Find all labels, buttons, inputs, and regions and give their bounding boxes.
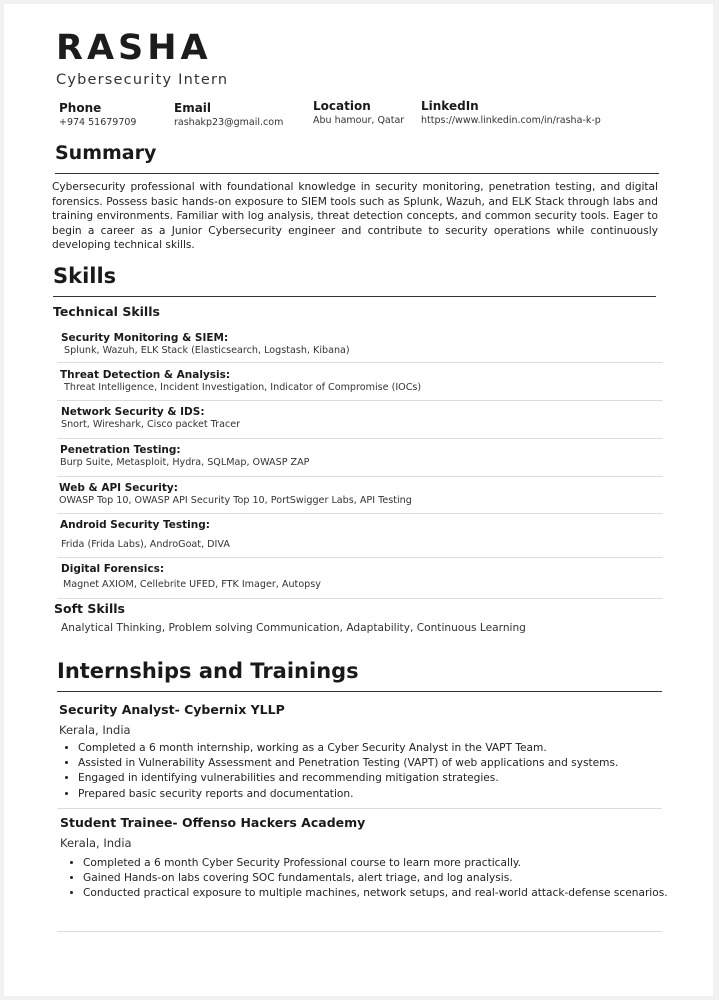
- technical-skills-heading: Technical Skills: [53, 304, 160, 319]
- internships-divider: [57, 691, 662, 692]
- job-divider: [57, 808, 662, 809]
- skill-name: Web & API Security:: [59, 482, 178, 494]
- job-bullet: • Completed a 6 month Cyber Security Professional course to learn more practically.: [83, 856, 687, 871]
- job-location: Kerala, India: [59, 723, 131, 737]
- contact-label: Email: [174, 101, 212, 115]
- skill-row: [57, 330, 663, 363]
- skill-name: Android Security Testing:: [60, 519, 210, 531]
- summary-heading: Summary: [55, 142, 157, 164]
- skill-row: [57, 439, 663, 477]
- skill-row: [57, 558, 663, 599]
- summary-text: Cybersecurity professional with foundational knowledge in security monitoring, penetration testing, and digital forensics. Possess basic hands-on exposure to SIEM tools such as Splunk, Wazuh, and ELK Stack through labs and training environments. Familiar with log analysis, threat detection concepts, and common security tools. Eager to begin a career as a Junior Cybersecurity engineer and contribute to security operations while continuously developing technical skills.: [52, 181, 658, 251]
- skill-name: Security Monitoring & SIEM:: [61, 332, 229, 344]
- candidate-role: Cybersecurity Intern: [56, 72, 229, 88]
- soft-skills-value: Analytical Thinking, Problem solving Communication, Adaptability, Continuous Learning: [61, 622, 526, 634]
- contact-email: [174, 101, 283, 129]
- skill-value: Splunk, Wazuh, ELK Stack (Elasticsearch, Logstash, Kibana): [64, 345, 350, 356]
- skill-row: [57, 363, 663, 401]
- skills-heading: Skills: [53, 264, 117, 288]
- job-bullet: • Prepared basic security reports and documentation.: [78, 787, 664, 802]
- contact-label: Phone: [59, 101, 102, 115]
- skill-value: Threat Intelligence, Incident Investigation, Indicator of Compromise (IOCs): [64, 382, 422, 393]
- contact-linkedin: [421, 99, 601, 127]
- contact-location: [313, 99, 404, 127]
- skill-row: [57, 477, 663, 514]
- job-divider: [57, 931, 662, 932]
- job-bullet: • Conducted practical exposure to multiple machines, network setups, and real-world attack-defense scenarios.: [83, 886, 687, 901]
- candidate-name: RASHA: [56, 28, 212, 68]
- skill-name: Penetration Testing:: [60, 444, 181, 456]
- job-title: Security Analyst- Cybernix YLLP: [59, 702, 285, 717]
- job-bullets: [58, 741, 664, 802]
- contact-phone: [59, 101, 136, 129]
- skill-value: Snort, Wireshark, Cisco packet Tracer: [61, 419, 241, 430]
- skill-value: Burp Suite, Metasploit, Hydra, SQLMap, OWASP ZAP: [60, 457, 310, 468]
- skill-value: OWASP Top 10, OWASP API Security Top 10, PortSwigger Labs, API Testing: [59, 495, 412, 506]
- contact-value: rashakp23@gmail.com: [174, 117, 284, 128]
- contact-label: Location: [313, 99, 371, 113]
- contact-value: +974 51679709: [59, 117, 137, 128]
- contact-value: Abu hamour, Qatar: [313, 115, 405, 126]
- skill-row: [57, 514, 663, 558]
- job-bullets: [63, 856, 687, 902]
- soft-skills-heading: Soft Skills: [54, 601, 125, 616]
- skill-row: [57, 401, 663, 439]
- skill-name: Threat Detection & Analysis:: [60, 369, 231, 381]
- skills-divider: [53, 296, 656, 297]
- skill-value: Frida (Frida Labs), AndroGoat, DIVA: [61, 539, 230, 550]
- job-location: Kerala, India: [60, 836, 132, 850]
- skill-name: Network Security & IDS:: [61, 406, 205, 418]
- job-bullet: • Gained Hands-on labs covering SOC fundamentals, alert triage, and log analysis.: [83, 871, 687, 886]
- skill-value: Magnet AXIOM, Cellebrite UFED, FTK Imager, Autopsy: [63, 579, 321, 590]
- job-bullet: • Engaged in identifying vulnerabilities and recommending mitigation strategies.: [78, 771, 664, 786]
- skill-name: Digital Forensics:: [61, 563, 165, 575]
- job-title: Student Trainee- Offenso Hackers Academy: [60, 815, 366, 830]
- contact-label: LinkedIn: [421, 99, 479, 113]
- contact-value: https://www.linkedin.com/in/rasha-k-p: [421, 115, 601, 126]
- job-bullet: • Completed a 6 month internship, working as a Cyber Security Analyst in the VAPT Team.: [78, 741, 664, 756]
- internships-heading: Internships and Trainings: [57, 659, 359, 683]
- summary-divider: [55, 173, 659, 174]
- job-bullet: • Assisted in Vulnerability Assessment and Penetration Testing (VAPT) of web applications and systems.: [78, 756, 664, 771]
